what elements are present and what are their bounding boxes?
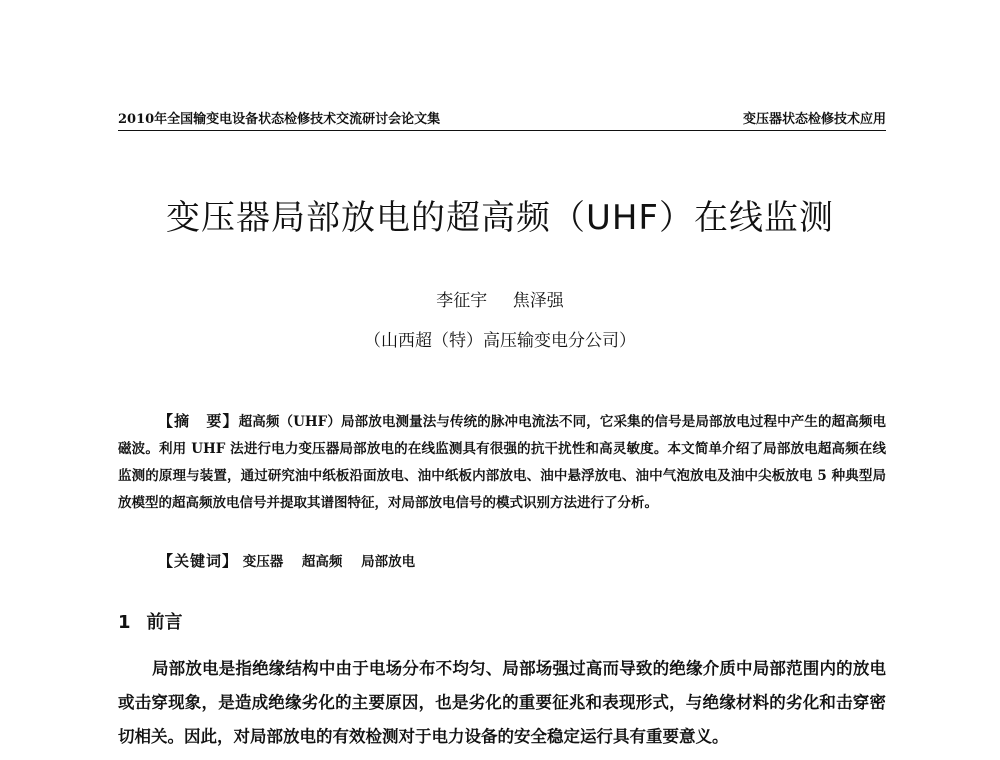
running-header xyxy=(118,106,886,131)
author-name: 李征宇 xyxy=(436,291,488,311)
section-heading xyxy=(118,608,183,634)
abstract-text: 超高频（UHF）局部放电测量法与传统的脉冲电流法不同，它采集的信号是局部放电过程中产生的超高频电磁波。利用 UHF 法进行电力变压器局部放电的在线监测具有很强的抗干扰性和高灵敏度。本文简单介绍了局部放电超高频在线监测的原理与装置，通过研究油中纸板沿面放电、油中纸板内部放电、油中悬浮放电、油中气泡放电及油中尖板放电 5 种典型局放模型的超高频放电信号并提取其谱图特征，对局部放电信号的模式识别方法进行了分析。 xyxy=(118,414,886,511)
body-paragraph: 局部放电是指绝缘结构中由于电场分布不均匀、局部场强过高而导致的绝缘介质中局部范围内的放电或击穿现象，是造成绝缘劣化的主要原因，也是劣化的重要征兆和表现形式，与绝缘材料的劣化和击穿密切相关。因此，对局部放电的有效检测对于电力设备的安全稳定运行具有重要意义。 xyxy=(118,659,886,746)
header-section-title: 变压器状态检修技术应用 xyxy=(742,112,886,127)
keyword: 局部放电 xyxy=(361,554,416,570)
paper-title: 变压器局部放电的超高频（UHF）在线监测 xyxy=(165,198,834,238)
section-title: 前言 xyxy=(146,612,183,633)
abstract-label: 【摘 要】 xyxy=(158,412,239,430)
keyword: 变压器 xyxy=(242,554,284,570)
section-number: 1 xyxy=(118,612,131,633)
author-list xyxy=(0,286,1000,311)
keywords xyxy=(158,550,429,571)
abstract xyxy=(118,408,886,517)
keywords-label: 【关键词】 xyxy=(158,552,239,570)
keyword: 超高频 xyxy=(301,554,343,570)
header-proceedings-title: 2010年全国输变电设备状态检修技术交流研讨会论文集 xyxy=(118,112,441,127)
affiliation: （山西超（特）高压输变电分公司） xyxy=(364,331,636,351)
author-name: 焦泽强 xyxy=(512,291,564,311)
